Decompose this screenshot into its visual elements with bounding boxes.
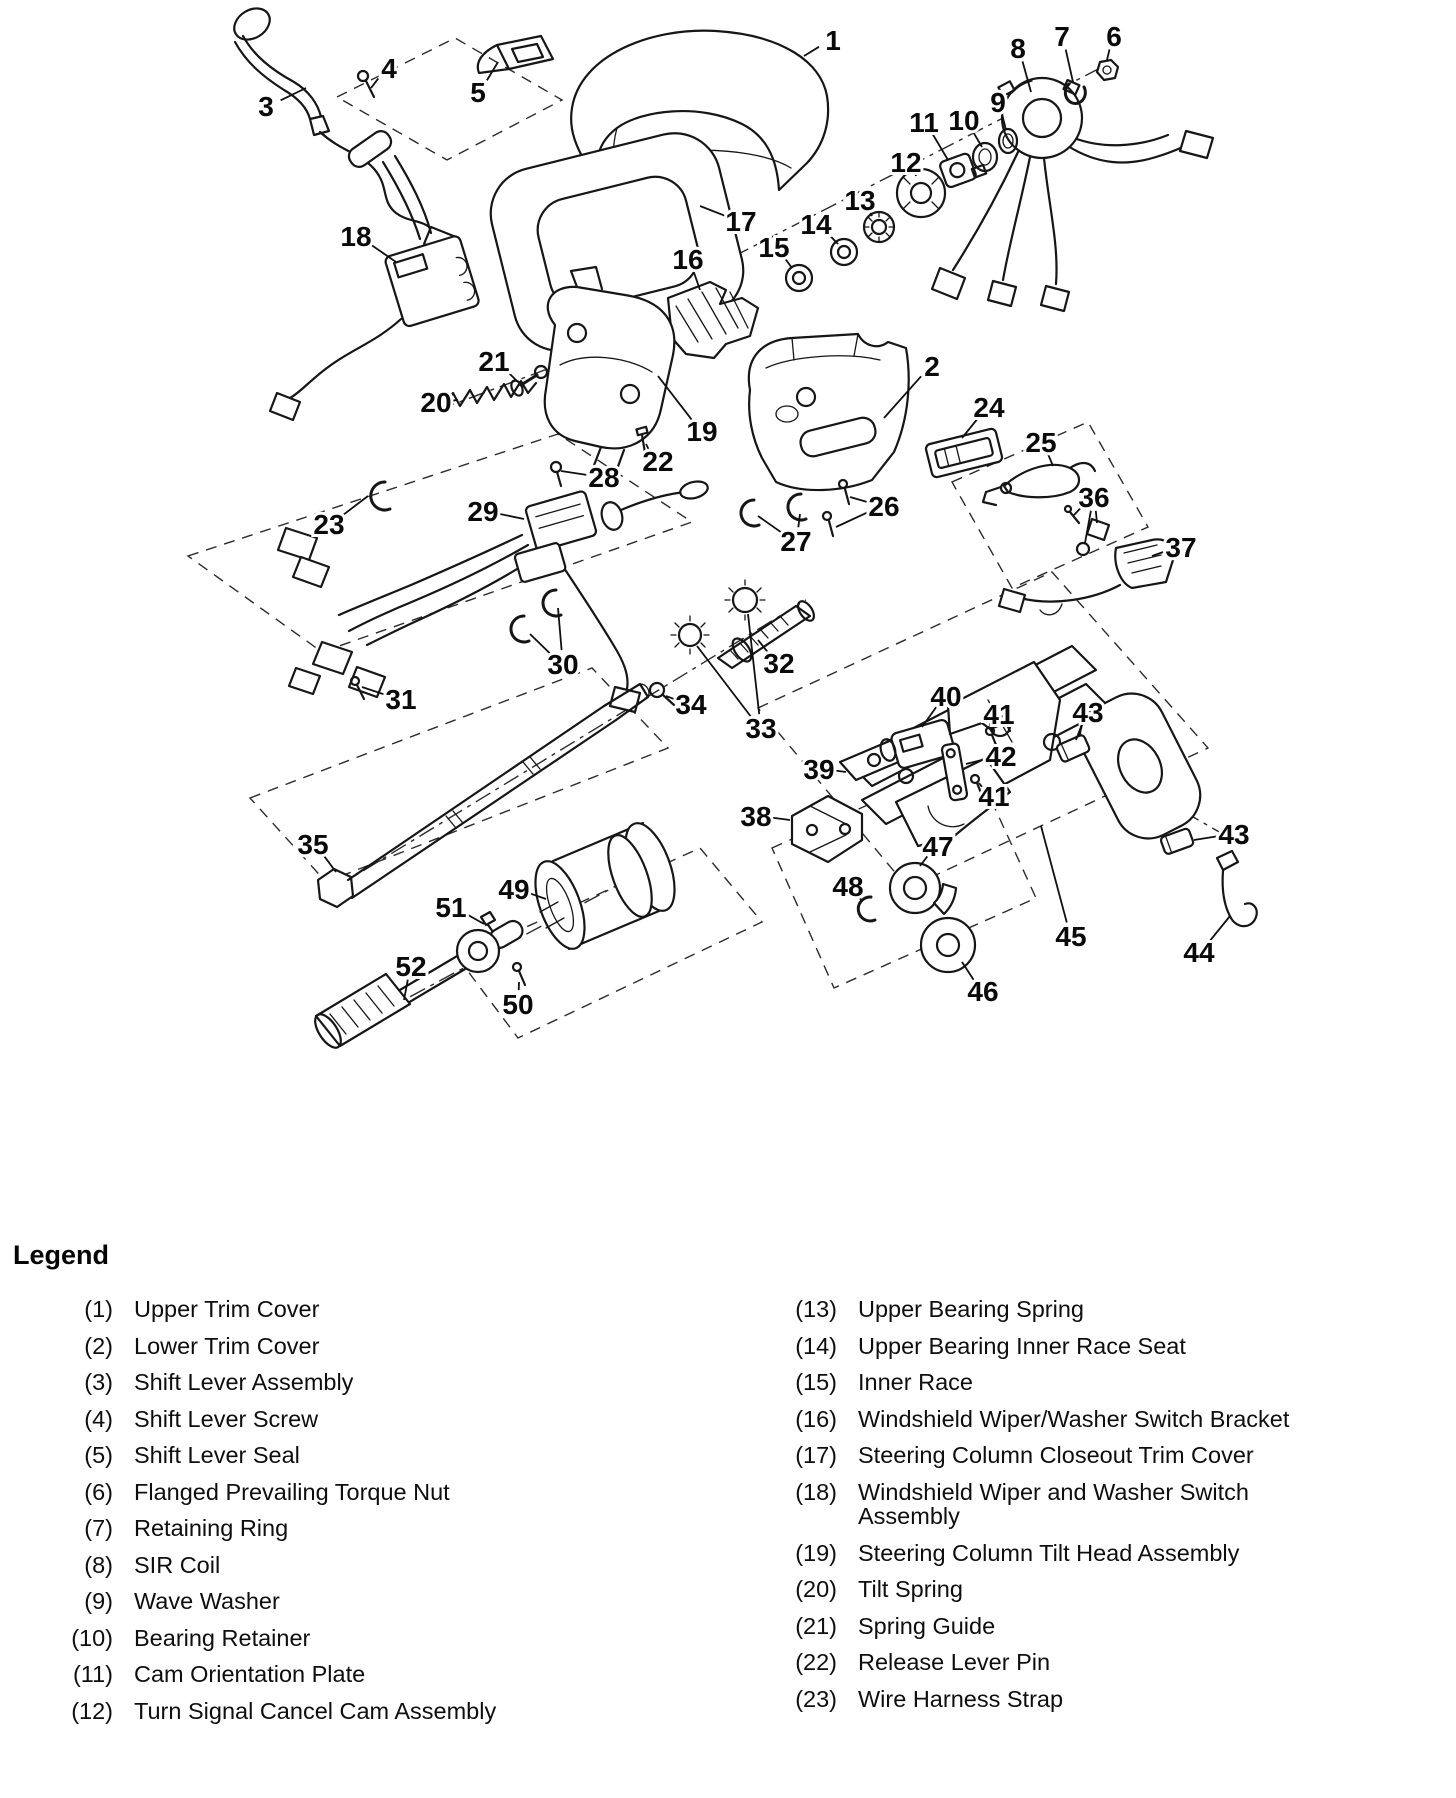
callout-number-23: 23 <box>313 509 345 540</box>
callout-number-39: 39 <box>803 754 835 785</box>
legend-item-label: Turn Signal Cancel Cam Assembly <box>134 1697 497 1724</box>
legend-item <box>762 1480 1452 1529</box>
legend <box>0 1240 1456 1780</box>
callout-number-41: 41 <box>978 781 1010 812</box>
legend-item-number: (21) <box>795 1612 837 1639</box>
callout-number-43: 43 <box>1072 697 1104 728</box>
callout-layer <box>258 21 1249 1020</box>
flanged-prevailing-torque-nut <box>1097 60 1118 80</box>
legend-item-label: Spring Guide <box>858 1612 996 1639</box>
legend-item-number: (13) <box>795 1296 837 1322</box>
legend-item-number: (12) <box>71 1697 113 1724</box>
callout-leader-line <box>804 47 819 56</box>
part-46-ring <box>921 918 975 972</box>
callout-number-6: 6 <box>1106 21 1122 52</box>
callout-number-30: 30 <box>547 649 579 680</box>
callout-number-7: 7 <box>1054 21 1070 52</box>
legend-item-label: Inner Race <box>858 1369 973 1395</box>
legend-item <box>38 1699 718 1724</box>
callout-number-35: 35 <box>297 829 329 860</box>
legend-item-label: Release Lever Pin <box>858 1649 1051 1675</box>
legend-item-label: Bearing Retainer <box>134 1624 311 1651</box>
legend-item-label: Upper Bearing Spring <box>858 1296 1084 1322</box>
legend-item-label: Upper Trim Cover <box>134 1296 320 1322</box>
legend-item-number: (15) <box>795 1369 837 1395</box>
callout-number-1: 1 <box>825 25 841 56</box>
callout-leader-line <box>850 497 869 502</box>
legend-item <box>38 1662 718 1687</box>
legend-item-number: (2) <box>84 1332 113 1359</box>
part-30-straps <box>511 590 561 642</box>
callout-number-34: 34 <box>675 689 707 720</box>
callout-number-20: 20 <box>420 387 452 418</box>
callout-leader-line <box>499 514 524 519</box>
callout-number-10: 10 <box>948 105 980 136</box>
callout-number-12: 12 <box>890 147 922 178</box>
legend-item-number: (3) <box>84 1369 113 1395</box>
legend-item-number: (4) <box>84 1405 113 1432</box>
callout-number-48: 48 <box>832 871 864 902</box>
legend-item-label: Tilt Spring <box>858 1576 963 1602</box>
legend-item-label: Upper Bearing Inner Race Seat <box>858 1332 1186 1359</box>
legend-item <box>762 1541 1452 1566</box>
legend-item <box>762 1334 1452 1359</box>
legend-item <box>38 1516 718 1541</box>
callout-number-3: 3 <box>258 91 274 122</box>
callout-number-24: 24 <box>973 392 1005 423</box>
callout-leader-line <box>772 818 790 820</box>
shift-lever-assembly <box>228 2 456 254</box>
legend-item <box>762 1297 1452 1322</box>
callout-number-27: 27 <box>780 526 812 557</box>
callout-number-28: 28 <box>588 462 620 493</box>
legend-item-label: Flanged Prevailing Torque Nut <box>134 1478 450 1505</box>
callout-number-45: 45 <box>1055 921 1087 952</box>
upper-bearing-spring <box>864 212 894 242</box>
legend-item-number: (7) <box>84 1515 113 1541</box>
legend-item-number: (19) <box>795 1539 837 1566</box>
legend-item-label: Cam Orientation Plate <box>134 1661 366 1687</box>
legend-column-right <box>762 1297 1452 1723</box>
legend-item-number: (1) <box>84 1296 113 1322</box>
legend-item-number: (20) <box>795 1576 837 1602</box>
callout-leader-line <box>758 516 783 533</box>
part-art <box>228 2 1256 1052</box>
legend-item <box>762 1614 1452 1639</box>
callout-number-36: 36 <box>1078 482 1110 513</box>
callout-number-15: 15 <box>758 232 790 263</box>
callout-number-11: 11 <box>909 107 939 138</box>
callout-number-50: 50 <box>502 989 534 1020</box>
legend-item-number: (14) <box>795 1332 837 1359</box>
callout-leader-line <box>1041 826 1067 923</box>
legend-item <box>762 1370 1452 1395</box>
callout-number-19: 19 <box>686 416 718 447</box>
legend-item-number: (18) <box>795 1478 837 1505</box>
callout-number-16: 16 <box>672 244 704 275</box>
legend-item-number: (8) <box>84 1551 113 1578</box>
legend-item-label: Steering Column Tilt Head Assembly <box>858 1539 1240 1566</box>
legend-item <box>762 1687 1452 1712</box>
legend-item-label: SIR Coil <box>134 1551 221 1578</box>
legend-item-number: (10) <box>71 1624 113 1651</box>
callout-leader-line <box>836 512 869 527</box>
callout-number-2: 2 <box>924 351 940 382</box>
callout-number-9: 9 <box>990 87 1006 118</box>
callout-number-33: 33 <box>745 713 777 744</box>
callout-leader-line <box>452 400 458 401</box>
callout-number-51: 51 <box>435 892 467 923</box>
callout-number-5: 5 <box>470 77 486 108</box>
legend-item-number: (5) <box>84 1442 113 1468</box>
callout-number-41: 41 <box>983 699 1015 730</box>
legend-item-label: Shift Lever Screw <box>134 1405 319 1432</box>
legend-item <box>762 1577 1452 1602</box>
callout-number-40: 40 <box>930 681 962 712</box>
legend-item-label: Lower Trim Cover <box>134 1332 320 1359</box>
callout-leader-line <box>561 471 588 475</box>
callout-number-21: 21 <box>478 346 510 377</box>
callout-leader-line <box>369 244 396 262</box>
legend-item <box>38 1334 718 1359</box>
legend-item-number: (16) <box>795 1405 837 1432</box>
part-37-bracket <box>999 539 1174 614</box>
callout-number-14: 14 <box>800 209 832 240</box>
legend-item-number: (22) <box>795 1649 837 1675</box>
legend-item <box>38 1407 718 1432</box>
legend-item <box>38 1443 718 1468</box>
lower-trim-cover <box>749 334 909 490</box>
callout-leader-line <box>1066 50 1073 82</box>
legend-item <box>762 1650 1452 1675</box>
part-49-boot <box>525 817 684 955</box>
legend-item-label: Windshield Wiper/Washer Switch Bracket <box>858 1405 1290 1432</box>
legend-item <box>762 1407 1452 1432</box>
callout-number-8: 8 <box>1010 33 1026 64</box>
callout-number-38: 38 <box>740 801 772 832</box>
shift-lever-screw <box>358 71 374 97</box>
callout-leader-line <box>342 496 368 516</box>
callout-number-46: 46 <box>967 976 999 1007</box>
legend-item <box>38 1626 718 1651</box>
part-50-screw <box>513 963 525 985</box>
callout-number-26: 26 <box>868 491 900 522</box>
legend-column-left <box>38 1297 718 1735</box>
inner-race <box>786 265 812 291</box>
legend-item-number: (11) <box>72 1661 113 1687</box>
callout-number-49: 49 <box>498 874 530 905</box>
upper-bearing-inner-race-seat <box>831 239 857 265</box>
callout-number-13: 13 <box>844 185 876 216</box>
legend-item-label: Wire Harness Strap <box>858 1685 1064 1712</box>
part-38-bracket <box>792 796 862 862</box>
legend-item-label: Steering Column Closeout Trim Cover <box>858 1442 1254 1468</box>
callout-number-47: 47 <box>922 831 954 862</box>
part-35-steering-shaft <box>318 684 649 907</box>
part-28-screw <box>551 462 561 486</box>
callout-number-37: 37 <box>1165 532 1197 563</box>
callout-number-4: 4 <box>381 53 397 84</box>
legend-item <box>38 1370 718 1395</box>
part-27-straps <box>741 494 806 526</box>
part-47-bearing <box>890 863 956 914</box>
callout-number-17: 17 <box>725 206 757 237</box>
legend-item-label: Retaining Ring <box>134 1515 289 1541</box>
callout-number-18: 18 <box>340 221 372 252</box>
legend-item-label: Shift Lever Seal <box>134 1442 300 1468</box>
callout-number-22: 22 <box>642 446 674 477</box>
callout-leader-line <box>1194 836 1218 840</box>
callout-number-52: 52 <box>395 951 427 982</box>
callout-number-42: 42 <box>985 741 1017 772</box>
callout-number-31: 31 <box>385 684 417 715</box>
part-52-lower-shaft <box>310 902 564 1052</box>
callout-number-25: 25 <box>1025 427 1057 458</box>
part-44-rod <box>1217 851 1257 926</box>
part-43-nut-upper <box>1056 734 1091 763</box>
legend-item <box>38 1553 718 1578</box>
legend-item-number: (17) <box>795 1442 837 1468</box>
legend-item <box>762 1443 1452 1468</box>
callout-number-32: 32 <box>763 648 795 679</box>
callout-leader-line <box>835 771 846 773</box>
legend-item <box>38 1297 718 1322</box>
shift-lever-seal <box>478 36 553 73</box>
legend-item-label: Shift Lever Assembly <box>134 1369 354 1395</box>
callout-number-44: 44 <box>1183 937 1215 968</box>
legend-item <box>38 1589 718 1614</box>
legend-item-label: Wave Washer <box>134 1588 280 1614</box>
legend-item-number: (23) <box>795 1685 837 1712</box>
callout-number-43: 43 <box>1218 819 1250 850</box>
wire-harness-strap <box>371 482 390 510</box>
legend-item-label: Windshield Wiper and Washer Switch Assembly <box>858 1478 1249 1529</box>
legend-title: Legend <box>13 1240 110 1270</box>
legend-item-number: (9) <box>84 1588 113 1614</box>
legend-item-number: (6) <box>84 1478 113 1505</box>
callout-number-29: 29 <box>467 496 499 527</box>
legend-item <box>38 1480 718 1505</box>
callout-leader-line <box>404 980 408 1000</box>
wiper-washer-switch-bracket <box>668 282 758 358</box>
